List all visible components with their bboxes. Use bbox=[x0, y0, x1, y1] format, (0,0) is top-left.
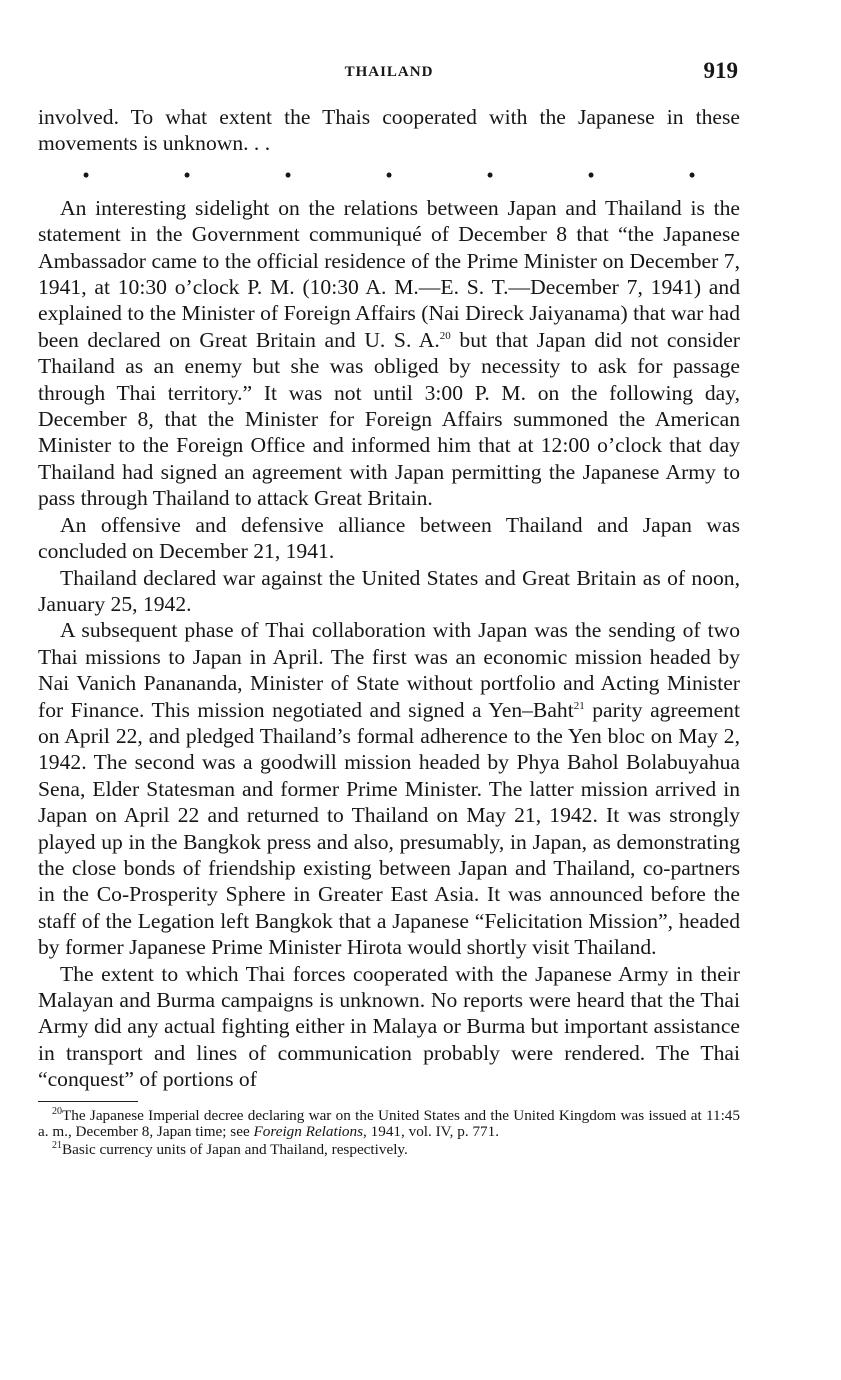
footnote-21 bbox=[38, 1139, 740, 1158]
paragraph-communique bbox=[38, 195, 740, 512]
omission-dot: • bbox=[284, 162, 292, 187]
footnote-ref-21: 21 bbox=[573, 699, 585, 712]
paragraph-text: but that Japan did not consider Thailand as an enemy but she was obliged by necessity to ask for passage through Thai territory.” It was not until 3:00 P. M. on the following day, December 8, that the Minister for Foreign Affairs summoned the American Minister to the Foreign Office and informed him that at 12:00 o’clock that day Thailand had signed an agreement with Japan permitting the Japanese Army to pass through Thailand to attack Great Britain. bbox=[38, 327, 740, 511]
page-number: 919 bbox=[703, 58, 738, 83]
footnote-marker: 21 bbox=[52, 1139, 62, 1151]
omission-dots bbox=[38, 157, 740, 195]
paragraph-text: An interesting sidelight on the relations between Japan and Thailand is the statement in the Government communiqué of December 8 that “the Japanese Ambassador came to the official residence of the Prime Minister on December 7, 1941, at 10:30 o’clock P. M. (10:30 A. M.—E. S. T.—December 7, 1941) and explained to the Minister of Foreign Affairs (Nai Direck Jaiyanama) that war had been declared on Great Britain and U. S. A. bbox=[38, 195, 740, 352]
footnote-text: , 1941, vol. IV, p. 771. bbox=[363, 1122, 500, 1140]
document-page bbox=[38, 58, 740, 1158]
running-head-title: THAILAND bbox=[344, 64, 434, 80]
paragraph-missions bbox=[38, 617, 740, 960]
paragraph-thai-forces: The extent to which Thai forces cooperated with the Japanese Army in their Malayan and Burma campaigns is unknown. No reports were heard that the Thai Army did any actual fighting either in Malaya or Burma but important assistance in transport and lines of communication probably were rendered. The Thai “conquest” of portions of bbox=[38, 961, 740, 1092]
footnote-text: The Japanese Imperial decree declaring war on the United States and the United Kingdom was issued at 11:45 a. m., December 8, Japan time; see bbox=[38, 1106, 740, 1140]
paragraph-war-declaration: Thailand declared war against the United States and Great Britain as of noon, January 25, 1942. bbox=[38, 565, 740, 616]
footnotes bbox=[38, 1105, 740, 1158]
omission-dot: • bbox=[385, 162, 393, 187]
footnote-citation-title: Foreign Relations bbox=[253, 1122, 364, 1140]
paragraph-continuation: involved. To what extent the Thais cooperated with the Japanese in these movements is unknown. . . bbox=[38, 105, 740, 156]
omission-dot: • bbox=[183, 162, 191, 187]
paragraph-text: parity agreement on April 22, and pledged Thailand’s formal adherence to the Yen bloc on May 2, 1942. The second was a goodwill mission headed by Phya Bahol Bolabuyahua Sena, Elder Statesman and former Prime Minister. The latter mission arrived in Japan on April 22 and returned to Thailand on May 21, 1942. It was strongly played up in the Bangkok press and also, presumably, in Japan, as demonstrating the close bonds of friendship existing between Japan and Thailand, co-partners in the Co-Prosperity Sphere in Greater East Asia. It was announced before the staff of the Legation left Bangkok that a Japanese “Felicitation Mission”, headed by former Japanese Prime Minister Hirota would shortly visit Thailand. bbox=[38, 697, 740, 960]
footnote-ref-20: 20 bbox=[439, 329, 451, 342]
body-text bbox=[38, 104, 740, 1093]
footnote-text: Basic currency units of Japan and Thailand, respectively. bbox=[62, 1140, 408, 1158]
omission-dot: • bbox=[82, 162, 90, 187]
footnote-20 bbox=[38, 1105, 740, 1140]
footnote-divider bbox=[38, 1101, 138, 1102]
running-head bbox=[38, 58, 740, 94]
omission-dot: • bbox=[486, 162, 494, 187]
paragraph-text: A subsequent phase of Thai collaboration with Japan was the sending of two Thai missions to Japan in April. The first was an economic mission headed by Nai Vanich Panananda, Minister of State without portfolio and Acting Minister for Finance. This mission negotiated and signed a Yen–Baht bbox=[38, 618, 740, 722]
paragraph-alliance: An offensive and defensive alliance between Thailand and Japan was concluded on December 21, 1941. bbox=[38, 512, 740, 564]
omission-dot: • bbox=[688, 162, 696, 187]
footnote-marker: 20 bbox=[52, 1105, 62, 1117]
omission-dot: • bbox=[587, 162, 595, 187]
